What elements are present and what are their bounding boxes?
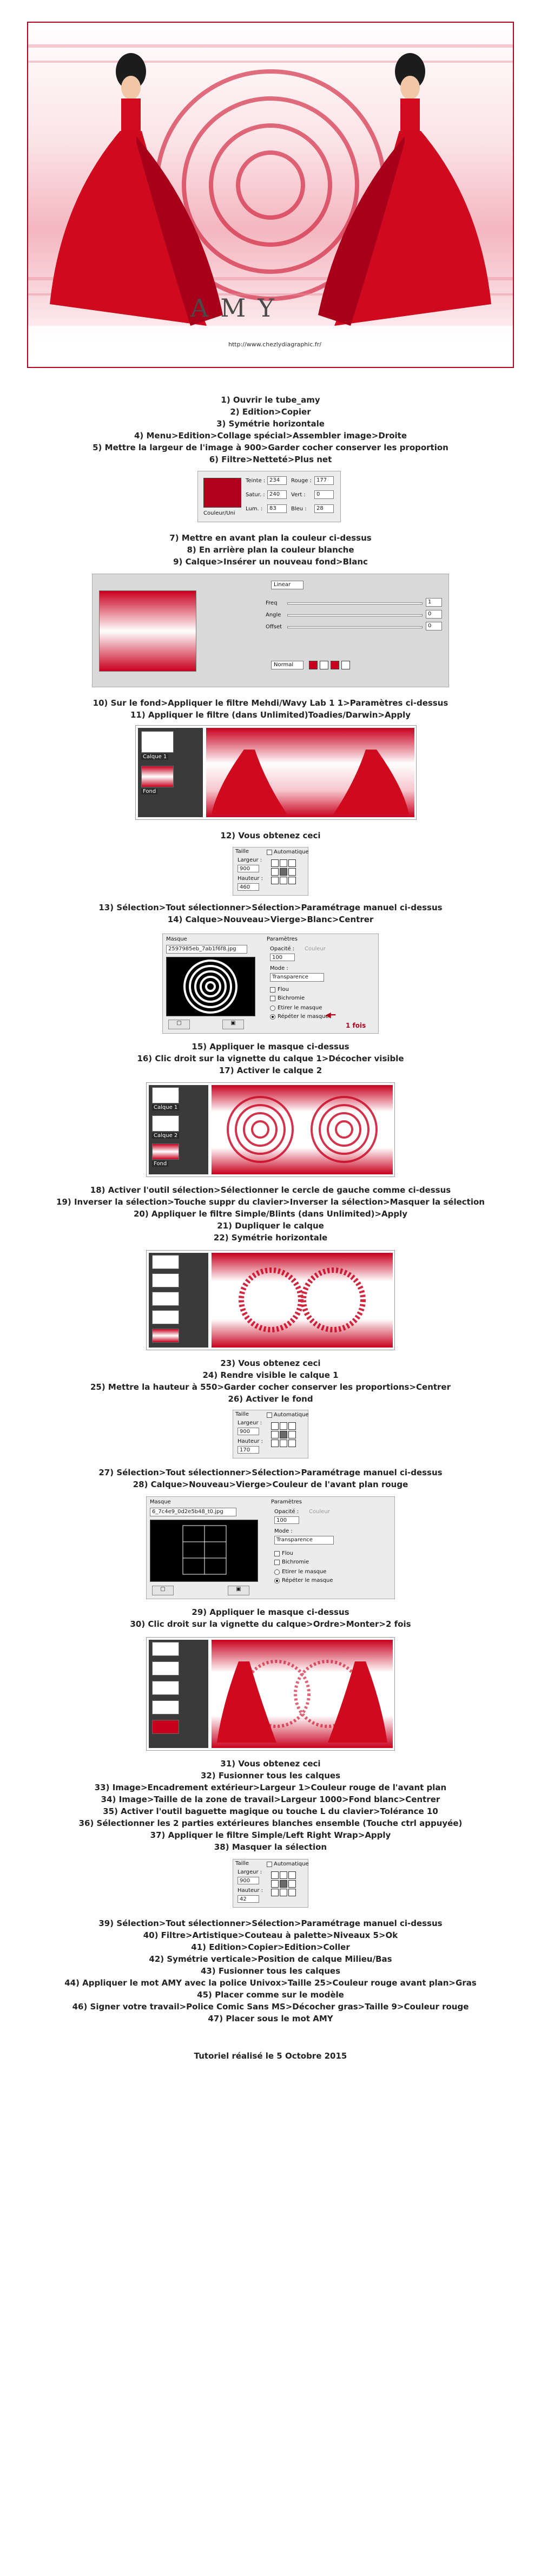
color-swatch-label: Couleur/Uni <box>203 510 235 516</box>
size1-hauteur[interactable]: 460 <box>237 883 259 891</box>
anchor-cell[interactable] <box>280 1422 287 1430</box>
anchor-cell[interactable] <box>288 1889 296 1896</box>
mask1-repeter-radio[interactable] <box>270 1014 275 1020</box>
size1-auto-check[interactable] <box>267 850 272 855</box>
color-chip-3[interactable] <box>331 661 339 669</box>
canvas-preview-2 <box>212 1085 393 1174</box>
param2-slider[interactable] <box>287 614 423 616</box>
fond-thumb[interactable] <box>152 1329 179 1343</box>
canvas-figures-1 <box>206 728 414 817</box>
banner <box>27 22 514 368</box>
step-38: 38) Masquer la sélection <box>214 1842 327 1852</box>
size3-hauteur-label: Hauteur : <box>237 1888 263 1894</box>
satur-label: Satur. : <box>246 492 265 498</box>
mask1-repeter-label: Répéter le masque <box>278 1014 329 1020</box>
layer-2-thumb[interactable] <box>152 1115 179 1132</box>
step-7: 7) Mettre en avant plan la couleur ci-dessus <box>169 533 372 543</box>
layers-screenshot-4 <box>146 1637 395 1751</box>
anchor-cell[interactable] <box>271 1422 279 1430</box>
step-23: 23) Vous obtenez ceci <box>220 1358 321 1368</box>
vert-label: Vert : <box>291 492 306 498</box>
step-1: 1) Ouvrir le tube_amy <box>221 395 320 405</box>
mask1-etirer-label: Etirer le masque <box>278 1005 322 1011</box>
step-6: 6) Filtre>Netteté>Plus net <box>209 455 332 464</box>
step-46: 46) Signer votre travail>Police Comic Sans MS>Décocher gras>Taille 9>Couleur rouge <box>72 2002 469 2012</box>
step-18: 18) Activer l'outil sélection>Sélectionner le cercle de gauche comme ci-dessus <box>90 1185 451 1195</box>
size2-auto-check[interactable] <box>267 1412 272 1418</box>
canvas-preview-4 <box>212 1640 393 1748</box>
layer-thumb[interactable] <box>152 1292 179 1306</box>
step-29: 29) Appliquer le masque ci-dessus <box>192 1607 349 1617</box>
anchor-cell[interactable] <box>288 1880 296 1888</box>
layers-screenshot-3 <box>146 1250 395 1350</box>
layer-1-label[interactable]: Calque 1 <box>141 754 168 760</box>
canvas-dots-3 <box>212 1253 393 1348</box>
mask2-title: Masque <box>150 1499 171 1505</box>
color-chip-1[interactable] <box>309 661 318 669</box>
size2-largeur[interactable]: 900 <box>237 1428 259 1435</box>
param3-field[interactable]: 0 <box>426 622 442 630</box>
mask2-mode[interactable]: Transparence <box>274 1536 334 1545</box>
step-19: 19) Inverser la sélection>Touche suppr du clavier>Inverser la sélection>Masquer la sélection <box>56 1197 485 1207</box>
anchor-cell[interactable] <box>271 1440 279 1447</box>
color-panel <box>197 471 341 522</box>
step-14: 14) Calque>Nouveau>Vierge>Blanc>Centrer <box>167 915 374 924</box>
layers-panel-3 <box>149 1253 208 1348</box>
layers-panel-2 <box>149 1085 208 1174</box>
mask1-button-a[interactable]: ▢ <box>168 1020 190 1029</box>
anchor-cell[interactable] <box>288 1440 296 1447</box>
canvas-figures-4 <box>212 1640 393 1748</box>
layers-panel-1 <box>138 728 203 817</box>
step-25: 25) Mettre la hauteur à 550>Garder cocher conserver les proportions>Centrer <box>90 1382 451 1392</box>
satur-field[interactable]: 240 <box>267 490 287 499</box>
mask1-arrow-icon: ◀━ <box>325 1011 336 1020</box>
anchor-cell[interactable] <box>288 877 296 884</box>
layer-thumb[interactable] <box>152 1310 179 1324</box>
mask2-button-a[interactable]: ▢ <box>152 1586 174 1595</box>
size1-taille: Taille <box>235 849 249 855</box>
mask1-flou-label: Flou <box>278 987 289 993</box>
step-42: 42) Symétrie verticale>Position de calque Milieu/Bas <box>149 1954 392 1964</box>
anchor-cell[interactable] <box>271 877 279 884</box>
step-27: 27) Sélection>Tout sélectionner>Sélection>Paramétrage manuel ci-dessus <box>98 1468 443 1477</box>
size-panel-2 <box>233 1410 308 1458</box>
fond-label[interactable]: Fond <box>152 1161 168 1167</box>
mask1-mode-label: Mode : <box>270 965 288 971</box>
step-3: 3) Symétrie horizontale <box>216 419 325 429</box>
step-5: 5) Mettre la largeur de l'image à 900>Garder cocher conserver les proportion <box>93 443 448 452</box>
step-30: 30) Clic droit sur la vignette du calque>Ordre>Monter>2 fois <box>130 1619 411 1629</box>
step-41: 41) Edition>Copier>Edition>Coller <box>191 1942 350 1952</box>
anchor-cell-selected[interactable] <box>280 868 287 876</box>
step-13: 13) Sélection>Tout sélectionner>Sélection>Paramétrage manuel ci-dessus <box>98 903 443 912</box>
fond-label[interactable]: Fond <box>141 788 157 794</box>
anchor-cell[interactable] <box>271 859 279 867</box>
step-8: 8) En arrière plan la couleur blanche <box>187 545 354 555</box>
param1-field[interactable]: 1 <box>426 598 442 607</box>
step-33: 33) Image>Encadrement extérieur>Largeur 1>Couleur rouge de l'avant plan <box>94 1783 447 1792</box>
mask1-note: 1 fois <box>346 1022 366 1029</box>
layer-thumb[interactable] <box>152 1642 179 1656</box>
mask2-params: Paramètres <box>271 1499 302 1505</box>
anchor-cell[interactable] <box>271 1871 279 1879</box>
anchor-cell[interactable] <box>288 1431 296 1438</box>
anchor-cell-selected[interactable] <box>280 1880 287 1888</box>
mask-panel-1 <box>162 934 379 1034</box>
mask1-button-b[interactable]: ▣ <box>222 1020 244 1029</box>
size3-taille: Taille <box>235 1861 249 1867</box>
lum-field[interactable]: 83 <box>267 504 287 513</box>
size-panel-3 <box>233 1859 308 1908</box>
size2-taille: Taille <box>235 1411 249 1417</box>
anchor-cell[interactable] <box>271 868 279 876</box>
layers-screenshot-2 <box>146 1082 395 1177</box>
layer-thumb[interactable] <box>152 1681 179 1695</box>
size3-auto-label: Automatique <box>274 1861 309 1867</box>
size2-auto-label: Automatique <box>274 1412 309 1418</box>
step-4: 4) Menu>Edition>Collage spécial>Assembler image>Droite <box>134 431 407 441</box>
mask-panel-2 <box>146 1496 395 1599</box>
size3-largeur-label: Largeur : <box>237 1869 262 1875</box>
step-20: 20) Appliquer le filtre Simple/Blints (dans Unlimited)>Apply <box>133 1209 408 1219</box>
mask2-flou-label: Flou <box>282 1550 293 1556</box>
bleu-field[interactable]: 28 <box>314 504 334 513</box>
right-model <box>318 53 491 326</box>
size2-hauteur-label: Hauteur : <box>237 1438 263 1444</box>
mask1-flou-check[interactable] <box>270 987 275 993</box>
style-select-value: Linear <box>274 582 291 588</box>
lum-label: Lum. : <box>246 506 263 512</box>
step-17: 17) Activer le calque 2 <box>219 1066 322 1075</box>
size2-largeur-label: Largeur : <box>237 1420 262 1426</box>
layers-panel-4 <box>149 1640 208 1748</box>
mask2-bichromie-label: Bichromie <box>282 1559 309 1565</box>
canvas-circles-2 <box>212 1085 393 1174</box>
anchor-cell[interactable] <box>280 1889 287 1896</box>
layer-1-thumb[interactable] <box>152 1087 179 1103</box>
step-45: 45) Placer comme sur le modèle <box>197 1990 344 2000</box>
fond-thumb[interactable] <box>141 766 174 787</box>
mask2-button-b[interactable]: ▣ <box>228 1586 249 1595</box>
layer-thumb[interactable] <box>152 1255 179 1269</box>
mask2-mode-label: Mode : <box>274 1528 293 1534</box>
anchor-cell[interactable] <box>280 877 287 884</box>
anchor-cell[interactable] <box>271 1889 279 1896</box>
step-39: 39) Sélection>Tout sélectionner>Sélection>Paramétrage manuel ci-dessus <box>98 1918 443 1928</box>
param2-field[interactable]: 0 <box>426 610 442 619</box>
step-40: 40) Filtre>Artistique>Couteau à palette>Niveaux 5>Ok <box>143 1930 398 1940</box>
param3-label: Offset <box>266 624 282 630</box>
mask2-flou-check[interactable] <box>274 1551 280 1556</box>
layer-thumb[interactable] <box>152 1720 179 1734</box>
param2-label: Angle <box>266 612 281 618</box>
mask2-repeter-label: Répéter le masque <box>282 1578 333 1583</box>
mask2-opacite[interactable]: 100 <box>274 1516 299 1524</box>
layer-thumb[interactable] <box>152 1273 179 1287</box>
mask2-repeter-radio[interactable] <box>274 1578 280 1583</box>
style-select[interactable] <box>271 581 304 589</box>
anchor-cell[interactable] <box>280 1440 287 1447</box>
step-15: 15) Appliquer le masque ci-dessus <box>192 1042 349 1052</box>
step-12: 12) Vous obtenez ceci <box>220 831 321 840</box>
step-10: 10) Sur le fond>Appliquer le filtre Mehdi/Wavy Lab 1 1>Paramètres ci-dessus <box>93 698 448 708</box>
size3-auto-check[interactable] <box>267 1862 272 1867</box>
layer-1-thumb[interactable] <box>141 731 174 753</box>
vert-field[interactable]: 0 <box>314 490 334 499</box>
mask2-couleur-label: Couleur <box>309 1509 330 1515</box>
color-chip-4[interactable] <box>341 661 350 669</box>
step-9: 9) Calque>Insérer un nouveau fond>Blanc <box>173 557 368 567</box>
color-chip-2[interactable] <box>320 661 328 669</box>
mask1-bichromie-check[interactable] <box>270 996 275 1001</box>
step-44: 44) Appliquer le mot AMY avec la police Univox>Taille 25>Couleur rouge avant plan>Gras <box>64 1978 477 1988</box>
step-24: 24) Rendre visible le calque 1 <box>202 1370 339 1380</box>
param1-label: Freq <box>266 600 278 606</box>
mask2-pattern <box>150 1520 258 1581</box>
size1-largeur[interactable]: 900 <box>237 865 259 872</box>
mask1-preview <box>166 957 255 1016</box>
anchor-cell[interactable] <box>288 868 296 876</box>
layer-2-label[interactable]: Calque 2 <box>152 1133 179 1139</box>
banner-credit: http://www.chezlydiagraphic.fr/ <box>228 341 321 348</box>
anchor-cell[interactable] <box>271 1431 279 1438</box>
teinte-field[interactable]: 234 <box>267 476 287 485</box>
mask1-spiral <box>167 957 255 1016</box>
layer-thumb[interactable] <box>152 1700 179 1714</box>
step-11: 11) Appliquer le filtre (dans Unlimited)Toadies/Darwin>Apply <box>130 710 411 720</box>
rouge-label: Rouge : <box>291 478 312 484</box>
anchor-cell[interactable] <box>280 1871 287 1879</box>
step-26: 26) Activer le fond <box>228 1394 313 1404</box>
canvas-preview-3 <box>212 1253 393 1348</box>
mask2-file[interactable]: 6_7c4e9_0d2e5b48_t0.jpg <box>150 1508 236 1516</box>
anchor-cell[interactable] <box>288 1871 296 1879</box>
anchor-cell[interactable] <box>288 859 296 867</box>
mask1-params: Paramètres <box>267 936 298 942</box>
step-28: 28) Calque>Nouveau>Vierge>Couleur de l'avant plan rouge <box>133 1480 408 1489</box>
anchor-cell[interactable] <box>271 1880 279 1888</box>
size2-hauteur[interactable]: 170 <box>237 1446 259 1454</box>
size-panel-1 <box>233 847 308 896</box>
step-47: 47) Placer sous le mot AMY <box>208 2014 333 2023</box>
bleu-label: Bleu : <box>291 506 307 512</box>
step-43: 43) Fusionner tous les calques <box>200 1966 341 1976</box>
step-22: 22) Symétrie horizontale <box>213 1233 328 1243</box>
anchor-cell-selected[interactable] <box>280 1431 287 1438</box>
step-37: 37) Appliquer le filtre Simple/Left Right Wrap>Apply <box>150 1830 391 1840</box>
left-model <box>50 53 223 326</box>
step-2: 2) Edition>Copier <box>230 407 311 417</box>
mask1-bichromie-label: Bichromie <box>278 995 305 1001</box>
mask2-preview <box>150 1520 258 1582</box>
mask1-file[interactable]: 2597985eb_7ab1f6f8.jpg <box>166 945 247 954</box>
mode-select[interactable] <box>271 661 304 669</box>
step-31: 31) Vous obtenez ceci <box>220 1759 321 1769</box>
canvas-preview-1 <box>206 728 414 817</box>
rouge-field[interactable]: 177 <box>314 476 334 485</box>
layers-screenshot-1 <box>135 725 417 820</box>
banner-title: AMY <box>190 293 286 323</box>
size1-auto-label: Automatique <box>274 849 309 855</box>
param3-slider[interactable] <box>287 626 423 628</box>
anchor-cell[interactable] <box>280 859 287 867</box>
mask1-title: Masque <box>166 936 187 942</box>
param1-slider[interactable] <box>287 602 423 604</box>
color-swatch[interactable] <box>203 478 241 508</box>
mask2-bichromie-check[interactable] <box>274 1560 280 1565</box>
teinte-label: Teinte : <box>246 478 266 484</box>
mask1-couleur-label: Couleur <box>305 946 326 952</box>
wavy-lab-panel <box>92 574 449 687</box>
mask1-etirer-radio[interactable] <box>270 1006 275 1011</box>
size3-hauteur[interactable]: 42 <box>237 1895 259 1903</box>
anchor-cell[interactable] <box>288 1422 296 1430</box>
step-16: 16) Clic droit sur la vignette du calque 1>Décocher visible <box>137 1054 404 1063</box>
mask2-etirer-label: Etirer le masque <box>282 1569 327 1575</box>
size3-largeur[interactable]: 900 <box>237 1877 259 1884</box>
mask1-mode[interactable]: Transparence <box>270 973 324 982</box>
layer-1-label[interactable]: Calque 1 <box>152 1105 179 1110</box>
mask1-opacite-label: Opacité : <box>270 946 295 952</box>
layer-thumb[interactable] <box>152 1661 179 1675</box>
size1-hauteur-label: Hauteur : <box>237 876 263 882</box>
mask2-etirer-radio[interactable] <box>274 1569 280 1575</box>
fond-thumb[interactable] <box>152 1144 179 1160</box>
step-35: 35) Activer l'outil baguette magique ou touche L du clavier>Tolérance 10 <box>103 1806 438 1816</box>
footer-note: Tutoriel réalisé le 5 Octobre 2015 <box>194 2051 347 2061</box>
step-32: 32) Fusionner tous les calques <box>200 1771 341 1780</box>
size1-largeur-label: Largeur : <box>237 857 262 863</box>
gradient-preview <box>99 590 196 672</box>
mask2-opacite-label: Opacité : <box>274 1509 299 1515</box>
step-21: 21) Dupliquer le calque <box>217 1221 324 1231</box>
mask1-opacite[interactable]: 100 <box>270 954 295 961</box>
mode-select-value: Normal <box>274 662 294 668</box>
step-34: 34) Image>Taille de la zone de travail>Largeur 1000>Fond blanc>Centrer <box>101 1795 440 1804</box>
step-36: 36) Sélectionner les 2 parties extérieures blanches ensemble (Touche ctrl appuyée) <box>78 1818 463 1828</box>
